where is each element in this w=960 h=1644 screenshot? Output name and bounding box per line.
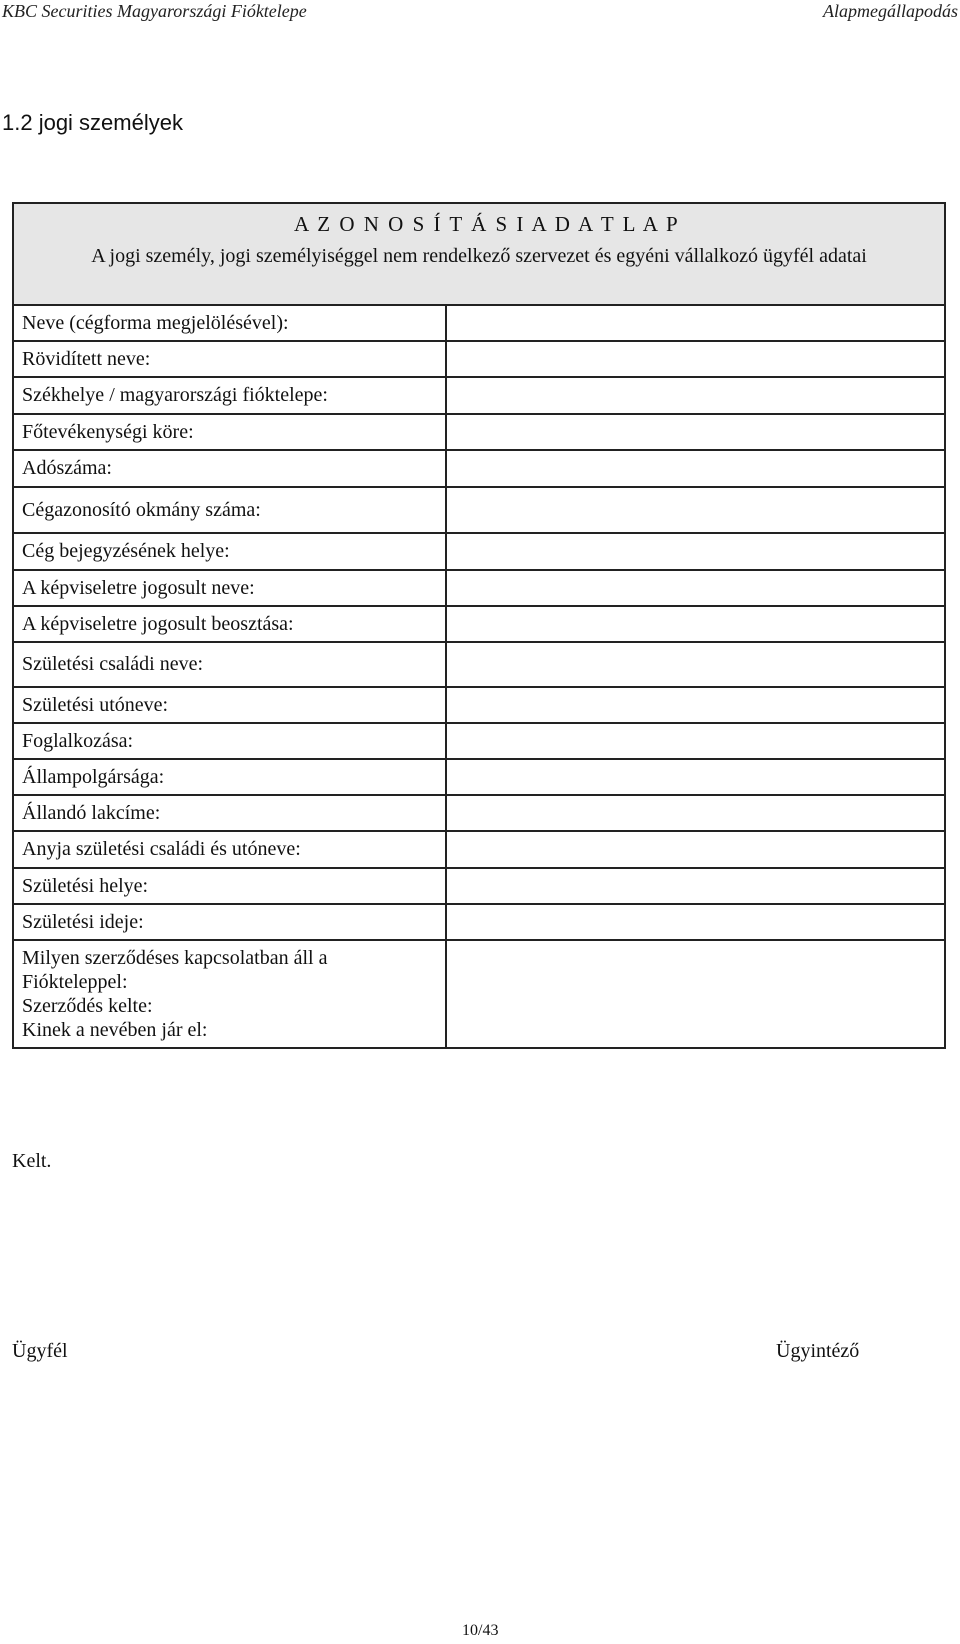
form-row-value-field[interactable] xyxy=(446,341,944,377)
form-row xyxy=(14,759,944,795)
form-row-label: Székhelye / magyarországi fióktelepe: xyxy=(14,377,446,414)
form-row-value-field[interactable] xyxy=(446,533,944,570)
clerk-signature-label: Ügyintéző xyxy=(776,1340,860,1362)
date-place-label: Kelt. xyxy=(12,1150,52,1172)
form-row-value-field[interactable] xyxy=(446,759,944,795)
form-row-label: Születési családi neve: xyxy=(14,642,446,687)
form-row xyxy=(14,642,944,687)
form-row xyxy=(14,795,944,831)
form-row xyxy=(14,306,944,341)
form-header xyxy=(14,204,944,306)
form-title: A Z O N O S Í T Á S I A D A T L A P xyxy=(294,212,680,236)
form-row-label: Rövidített neve: xyxy=(14,341,446,377)
form-row xyxy=(14,606,944,642)
form-row xyxy=(14,487,944,533)
form-row xyxy=(14,831,944,868)
form-row-label: Foglalkozása: xyxy=(14,723,446,759)
form-row-value-field[interactable] xyxy=(446,940,944,1047)
form-row-label: Állandó lakcíme: xyxy=(14,795,446,831)
form-row-value-field[interactable] xyxy=(446,831,944,868)
form-row xyxy=(14,450,944,487)
page-number: 10/43 xyxy=(462,1622,499,1639)
form-row-label: A képviseletre jogosult beosztása: xyxy=(14,606,446,642)
form-row-label: A képviseletre jogosult neve: xyxy=(14,570,446,606)
form-row xyxy=(14,341,944,377)
form-row-value-field[interactable] xyxy=(446,687,944,723)
form-row-label: Születési helye: xyxy=(14,868,446,904)
section-title: 1.2 jogi személyek xyxy=(2,110,183,135)
form-row-value-field[interactable] xyxy=(446,904,944,940)
form-row-label: Főtevékenységi köre: xyxy=(14,414,446,450)
form-row-label: Milyen szerződéses kapcsolatban áll a Fiókteleppel: Szerződés kelte: Kinek a nevében jár el: xyxy=(14,940,446,1047)
form-row xyxy=(14,904,944,940)
form-row-value-field[interactable] xyxy=(446,306,944,341)
form-row-value-field[interactable] xyxy=(446,868,944,904)
form-row-value-field[interactable] xyxy=(446,414,944,450)
client-signature-label: Ügyfél xyxy=(12,1340,68,1362)
form-row-value-field[interactable] xyxy=(446,642,944,687)
form-row-value-field[interactable] xyxy=(446,570,944,606)
form-row-label: Állampolgársága: xyxy=(14,759,446,795)
form-subtitle: A jogi személy, jogi személyiséggel nem rendelkező szervezet és egyéni vállalkozó ügyfél adatai xyxy=(91,245,867,267)
form-row-label: Anyja születési családi és utóneve: xyxy=(14,831,446,868)
form-row xyxy=(14,533,944,570)
form-row xyxy=(14,940,944,1047)
header-right: Alapmegállapodás xyxy=(823,1,958,21)
form-row xyxy=(14,414,944,450)
form-row-value-field[interactable] xyxy=(446,795,944,831)
form-row-label: Születési utóneve: xyxy=(14,687,446,723)
form-table xyxy=(14,306,944,1047)
form-row xyxy=(14,570,944,606)
form-row xyxy=(14,687,944,723)
form-row xyxy=(14,868,944,904)
form-row-value-field[interactable] xyxy=(446,450,944,487)
form-row-label: Cégazonosító okmány száma: xyxy=(14,487,446,533)
header-left: KBC Securities Magyarországi Fióktelepe xyxy=(2,1,307,21)
form-row-label: Születési ideje: xyxy=(14,904,446,940)
form-row-value-field[interactable] xyxy=(446,723,944,759)
form-row-value-field[interactable] xyxy=(446,606,944,642)
identification-form xyxy=(12,202,946,1049)
form-row-label: Cég bejegyzésének helye: xyxy=(14,533,446,570)
form-row xyxy=(14,723,944,759)
form-row xyxy=(14,377,944,414)
form-row-label: Adószáma: xyxy=(14,450,446,487)
form-row-label: Neve (cégforma megjelölésével): xyxy=(22,311,289,334)
form-row-value-field[interactable] xyxy=(446,487,944,533)
form-row-value-field[interactable] xyxy=(446,377,944,414)
